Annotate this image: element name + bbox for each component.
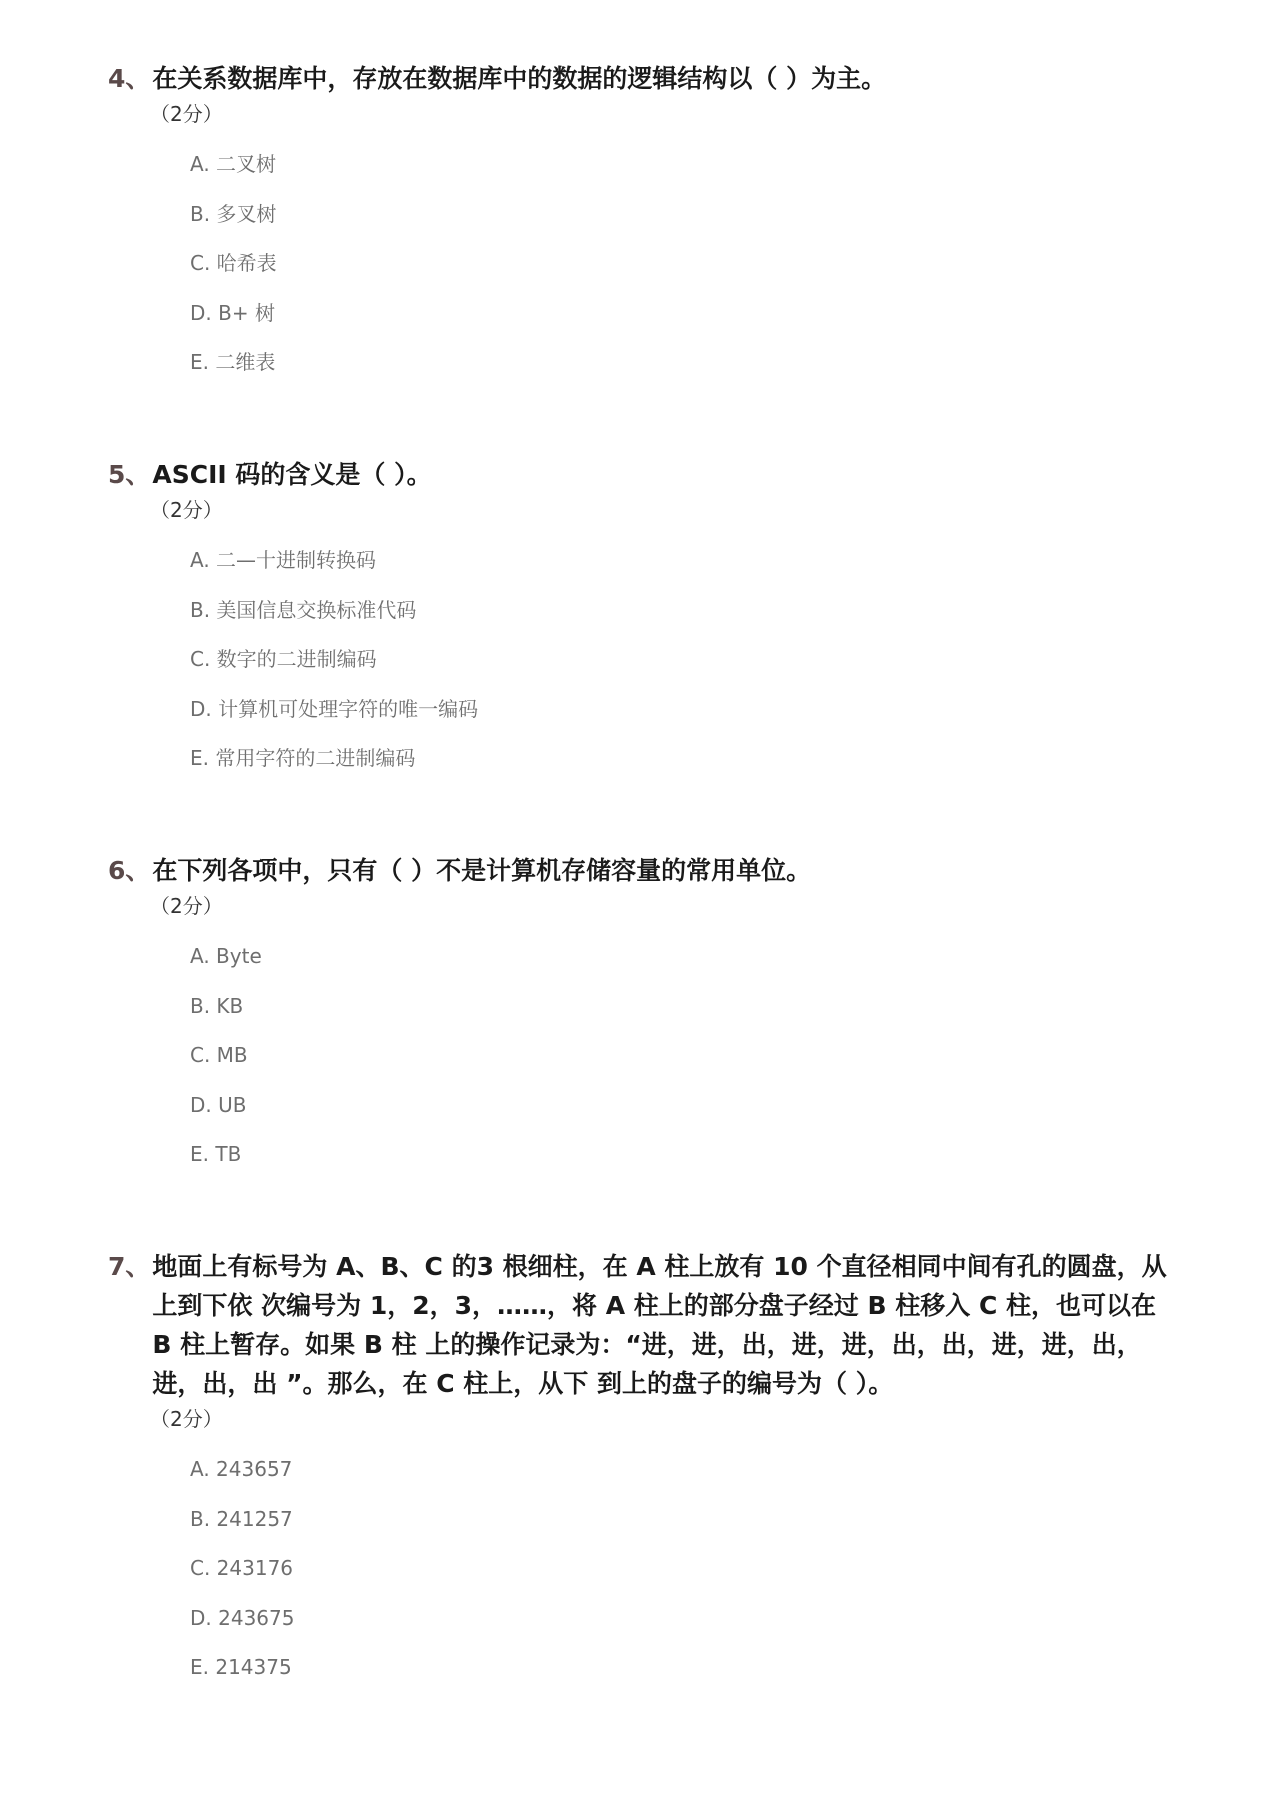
question-number: 5 bbox=[108, 460, 126, 489]
option-d[interactable]: D. UB bbox=[190, 1092, 247, 1117]
question-5 bbox=[108, 455, 1188, 794]
question-separator: 、 bbox=[125, 1252, 151, 1281]
option-e[interactable]: E. TB bbox=[190, 1142, 242, 1166]
question-score: （2分） bbox=[150, 498, 223, 522]
option-e[interactable]: E. 214375 bbox=[190, 1655, 292, 1679]
option-d[interactable]: D. B+ 树 bbox=[190, 300, 275, 325]
option-b[interactable]: B. KB bbox=[190, 993, 244, 1018]
question-separator: 、 bbox=[125, 460, 151, 489]
option-a[interactable]: A. Byte bbox=[190, 944, 262, 968]
question-header bbox=[108, 851, 1188, 890]
option-list bbox=[190, 942, 1188, 1190]
question-text: ASCII 码的含义是（ ）。 bbox=[152, 460, 432, 489]
option-e[interactable]: E. 二维表 bbox=[190, 350, 276, 374]
question-number: 6 bbox=[108, 856, 126, 885]
question-header bbox=[108, 455, 1188, 494]
option-a[interactable]: A. 243657 bbox=[190, 1457, 293, 1481]
question-score: （2分） bbox=[150, 894, 223, 918]
option-c[interactable]: C. 243176 bbox=[190, 1556, 294, 1580]
option-c[interactable]: C. 数字的二进制编码 bbox=[190, 647, 377, 671]
option-a[interactable]: A. 二叉树 bbox=[190, 152, 277, 176]
question-separator: 、 bbox=[125, 856, 151, 885]
option-b[interactable]: B. 多叉树 bbox=[190, 201, 277, 226]
option-b[interactable]: B. 美国信息交换标准代码 bbox=[190, 597, 417, 622]
question-text: 地面上有标号为 A、B、C 的3 根细柱，在 A 柱上放有 10 个直径相同中间有孔的圆盘，从上到下依 次编号为 1，2，3，……，将 A 柱上的部分盘子经过 B 柱移入 C 柱，也可以在 B 柱上暂存。如果 B 柱 上的操作记录为：“进，进，出，进，进，出，出，进，进，出，进，出，出 ”。那么，在 C 柱上，从下 到上的盘子的编号为（ ）。 bbox=[152, 1252, 1167, 1398]
question-score: （2分） bbox=[150, 1407, 223, 1431]
question-text: 在下列各项中，只有（ ）不是计算机存储容量的常用单位。 bbox=[152, 856, 812, 885]
option-d[interactable]: D. 计算机可处理字符的唯一编码 bbox=[190, 696, 479, 721]
question-text: 在关系数据库中，存放在数据库中的数据的逻辑结构以（ ）为主。 bbox=[152, 64, 887, 93]
question-header bbox=[108, 59, 1188, 98]
question-separator: 、 bbox=[125, 64, 151, 93]
question-6 bbox=[108, 851, 1188, 1190]
question-score: （2分） bbox=[150, 102, 223, 126]
option-b[interactable]: B. 241257 bbox=[190, 1506, 293, 1531]
option-a[interactable]: A. 二—十进制转换码 bbox=[190, 548, 377, 572]
option-e[interactable]: E. 常用字符的二进制编码 bbox=[190, 746, 416, 770]
option-c[interactable]: C. MB bbox=[190, 1043, 248, 1067]
option-list bbox=[190, 1455, 1188, 1703]
option-list bbox=[190, 546, 1188, 794]
question-4 bbox=[108, 59, 1188, 398]
question-header bbox=[108, 1247, 1188, 1403]
option-d[interactable]: D. 243675 bbox=[190, 1605, 295, 1630]
question-number: 7 bbox=[108, 1252, 126, 1281]
option-c[interactable]: C. 哈希表 bbox=[190, 251, 277, 275]
question-number: 4 bbox=[108, 64, 126, 93]
question-7 bbox=[108, 1247, 1188, 1703]
option-list bbox=[190, 150, 1188, 398]
